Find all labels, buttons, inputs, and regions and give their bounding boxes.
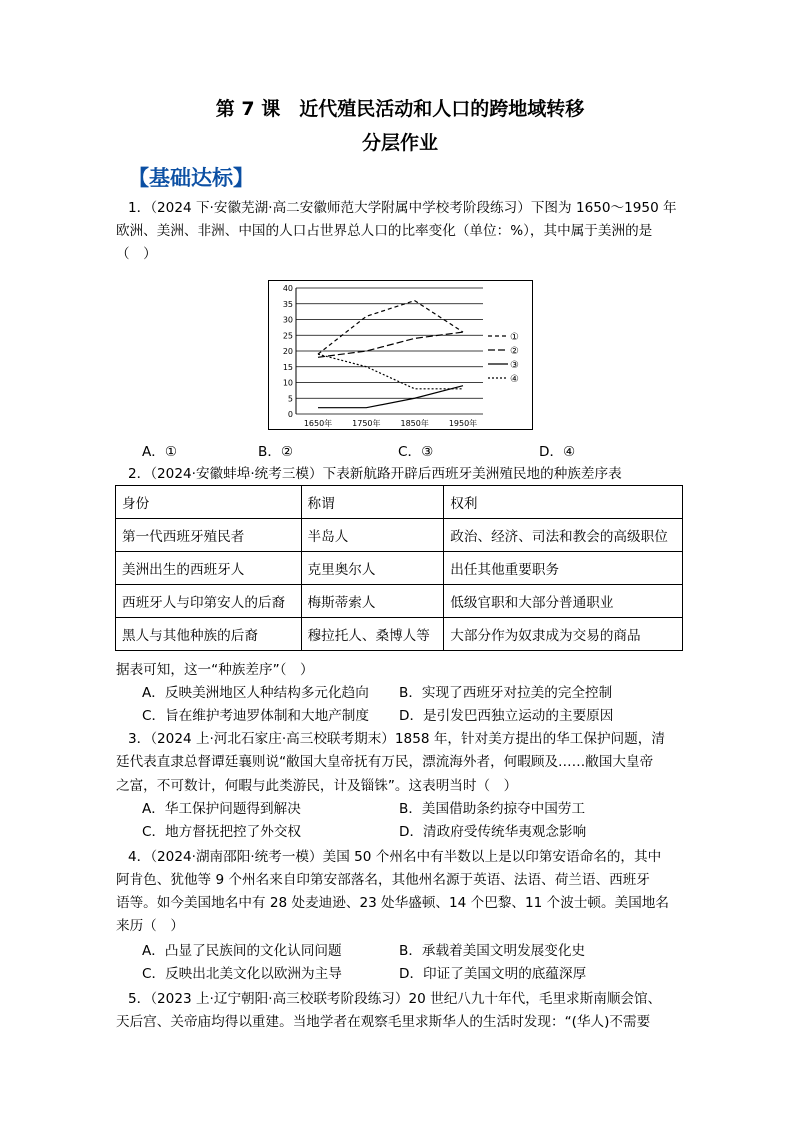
series-line-2 (318, 332, 463, 357)
caste-table (115, 485, 683, 651)
x-tick-label: 1750年 (352, 419, 381, 428)
x-tick-label: 1650年 (303, 419, 333, 428)
q5-stem-line-2: 天后宫、关帝庙均得以重建。当地学者在观察毛里求斯华人的生活时发现：“(华人)不需要 (116, 1014, 651, 1030)
table-cell: 政治、经济、司法和教会的高级职位 (444, 519, 683, 552)
q3-stem-line-2: 廷代表直隶总督谭廷襄则说“敝国大皇帝抚有万民，漂流海外者，何暇顾及……敝国大皇帝 (116, 754, 654, 770)
q1-option-a: A．① (142, 444, 178, 460)
table-row (116, 552, 683, 585)
q2-option-a: A．反映美洲地区人种结构多元化趋向 (142, 685, 369, 701)
y-tick-label: 20 (282, 347, 293, 356)
table-row (116, 585, 683, 618)
q3-option-a: A．华工保护问题得到解决 (142, 801, 301, 817)
table-row (116, 519, 683, 552)
q3-option-c: C．地方督抚把控了外交权 (142, 824, 302, 840)
q2-option-d: D．是引发巴西独立运动的主要原因 (399, 708, 614, 724)
table-cell: 黑人与其他种族的后裔 (116, 618, 302, 651)
q4-option-b: B．承载着美国文明发展变化史 (399, 943, 586, 959)
y-tick-label: 0 (287, 410, 293, 419)
table-cell: 第一代西班牙殖民者 (116, 519, 302, 552)
q5-stem-line-1: 5．（2023 上·辽宁朝阳·高三校联考阶段练习）20 世纪八九十年代，毛里求斯南顺会馆、 (128, 991, 662, 1007)
table-header-row (116, 486, 683, 519)
page-title: 第 7 课 近代殖民活动和人口的跨地域转移 (215, 98, 585, 120)
table-cell: 克里奥尔人 (301, 552, 444, 585)
q2-option-c: C．旨在维护考迪罗体制和大地产制度 (142, 708, 369, 724)
section-heading: 【基础达标】 (128, 166, 254, 190)
q1-option-b: B．② (258, 444, 294, 460)
q1-stem-line-3: （ ） (116, 246, 157, 262)
q1-option-c: C．③ (398, 444, 434, 460)
table-header-cell: 称谓 (301, 486, 444, 519)
table-cell: 半岛人 (301, 519, 444, 552)
table-cell: 美洲出生的西班牙人 (116, 552, 302, 585)
series-line-1 (318, 301, 463, 355)
q2-after-text: 据表可知，这一“种族差序”（ ） (116, 662, 314, 678)
q1-stem-line-1: 1．（2024 下·安徽芜湖·高二安徽师范大学附属中学校考阶段练习）下图为 1650～1950 年 (128, 200, 677, 216)
y-tick-label: 35 (282, 299, 293, 309)
q4-stem-line-2: 阿肯色、犹他等 9 个州名来自印第安部落名，其他州名源于英语、法语、荷兰语、西班牙 (116, 872, 650, 888)
table-header-cell: 权利 (444, 486, 683, 519)
legend-label: ② (510, 346, 519, 357)
q3-option-d: D．清政府受传统华夷观念影响 (399, 824, 587, 840)
q3-stem-line-1: 3．（2024 上·河北石家庄·高三校联考期末）1858 年，针对美方提出的华工保护问题，清 (128, 731, 665, 747)
y-tick-label: 40 (282, 284, 293, 293)
table-cell: 穆拉托人、桑博人等 (301, 618, 444, 651)
x-tick-label: 1850年 (400, 419, 429, 428)
x-tick-label: 1950年 (448, 419, 478, 428)
table-cell: 出任其他重要职务 (444, 552, 683, 585)
table-row (116, 618, 683, 651)
table-cell: 大部分作为奴隶成为交易的商品 (444, 618, 683, 651)
legend-label: ③ (510, 360, 519, 371)
page-subtitle: 分层作业 (361, 132, 438, 154)
q4-stem-line-3: 语等。如今美国地名中有 28 处麦迪逊、23 处华盛顿、14 个巴黎、11 个波士顿。美国地名 (116, 895, 669, 911)
y-tick-label: 10 (282, 378, 293, 388)
q4-option-a: A．凸显了民族间的文化认同问题 (142, 943, 342, 959)
q3-option-b: B．美国借助条约掠夺中国劳工 (399, 801, 586, 817)
y-tick-label: 15 (282, 362, 293, 372)
table-cell: 梅斯蒂索人 (301, 585, 444, 618)
table-header-cell: 身份 (116, 486, 302, 519)
population-ratio-chart (268, 280, 533, 430)
legend-label: ④ (510, 374, 519, 385)
q2-stem-line-1: 2．（2024·安徽蚌埠·统考三模）下表新航路开辟后西班牙美洲殖民地的种族差序表 (128, 466, 622, 482)
q1-option-d: D．④ (539, 444, 576, 460)
q3-stem-line-3: 之富，不可数计，何暇与此类游民，计及锱铢”。这表明当时（ ） (116, 778, 518, 794)
y-tick-label: 25 (282, 331, 293, 341)
y-tick-label: 30 (282, 315, 293, 325)
q2-option-b: B．实现了西班牙对拉美的完全控制 (399, 685, 613, 701)
table-cell: 西班牙人与印第安人的后裔 (116, 585, 302, 618)
y-tick-label: 5 (287, 394, 293, 404)
chart-frame (269, 281, 533, 430)
q1-stem-line-2: 欧洲、美洲、非洲、中国的人口占世界总人口的比率变化（单位：%），其中属于美洲的是 (116, 223, 653, 239)
legend-label: ① (510, 332, 519, 343)
table-cell: 低级官职和大部分普通职业 (444, 585, 683, 618)
q4-option-d: D．印证了美国文明的底蕴深厚 (399, 966, 587, 982)
series-line-4 (318, 354, 463, 389)
q4-option-c: C．反映出北美文化以欧洲为主导 (142, 966, 342, 982)
q4-stem-line-4: 来历（ ） (116, 918, 184, 934)
q4-stem-line-1: 4．（2024·湖南邵阳·统考一模）美国 50 个州名中有半数以上是以印第安语命名的，其中 (128, 849, 662, 865)
